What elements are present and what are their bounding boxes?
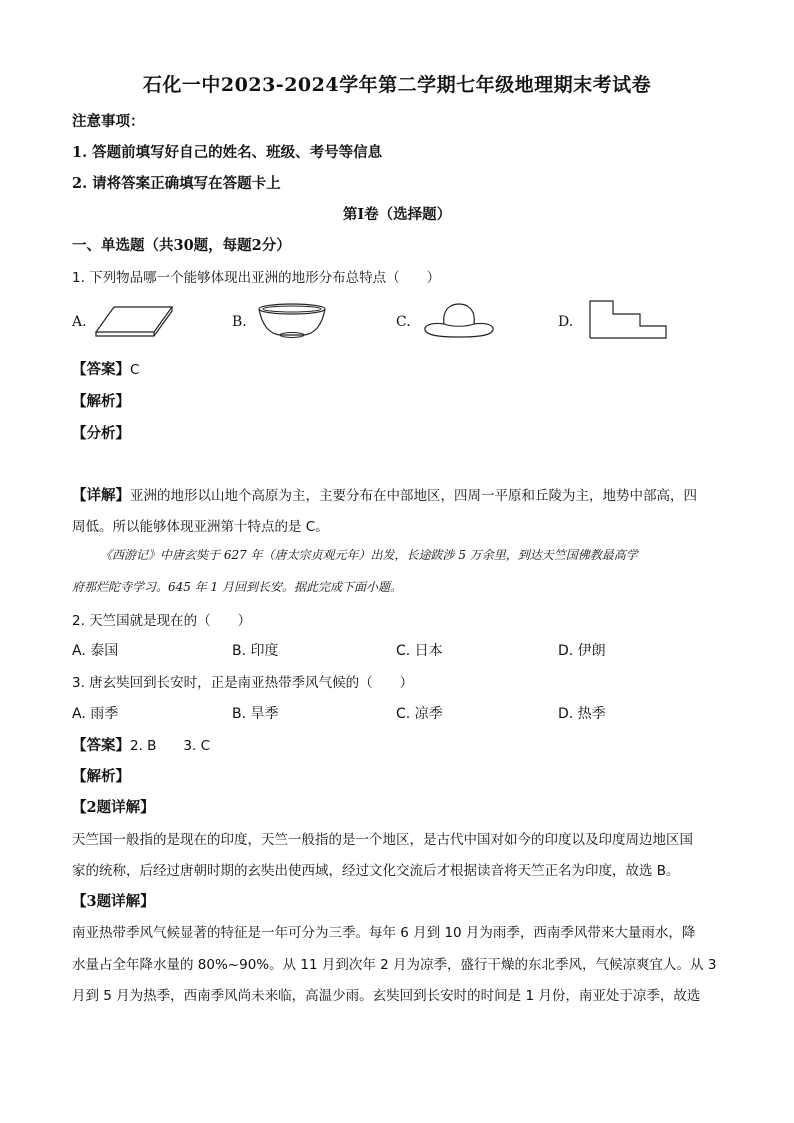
q2-option-b: B. 印度 bbox=[232, 643, 279, 659]
passage-line-1: 《西游记》中唐玄奘于 627 年（唐太宗贞观元年）出发，长途跋涉 5 万余里，到达天竺国佛教最高学 bbox=[100, 548, 638, 562]
q23-analysis-tag: 【解析】 bbox=[72, 768, 130, 785]
answer-value: 2. B 3. C bbox=[130, 738, 211, 754]
part-title: 一、单选题（共30题，每题2分） bbox=[72, 237, 291, 254]
option-b-letter: B. bbox=[232, 314, 247, 330]
q3-detail-line-3: 月到 5 月为热季，西南季风尚未来临，高温少雨。玄奘回到长安时的时间是 1 月份，南亚处于凉季，故选 bbox=[72, 988, 701, 1004]
q2-detail-line-2: 家的统称，后经过唐朝时期的玄奘出使西域，经过文化交流后才根据读音将天竺正名为印度，故选 B。 bbox=[72, 863, 680, 879]
page-title: 石化一中2023-2024学年第二学期七年级地理期末考试卷 bbox=[142, 74, 652, 96]
question-1-stem: 1. 下列物品哪一个能够体现出亚洲的地形分布总特点（ ） bbox=[72, 270, 441, 286]
answer-tag: 【答案】 bbox=[72, 361, 130, 378]
answer-tag: 【答案】 bbox=[72, 737, 130, 754]
answer-value: C bbox=[130, 362, 140, 378]
staircase-icon bbox=[588, 298, 668, 340]
detail-text-1: 亚洲的地形以山地个高原为主，主要分布在中部地区，四周一平原和丘陵为主，地势中部高，四 bbox=[130, 488, 697, 504]
section-title: 第Ⅰ卷（选择题） bbox=[342, 206, 452, 223]
q3-option-d: D. 热季 bbox=[558, 706, 606, 722]
notice-heading: 注意事项： bbox=[72, 113, 145, 130]
q2-detail-line-1: 天竺国一般指的是现在的印度，天竺一般指的是一个地区，是古代中国对如今的印度以及印度周边地区国 bbox=[72, 832, 693, 848]
q3-detail-line-2: 水量占全年降水量的 80%~90%。从 11 月到次年 2 月为凉季，盛行干燥的东北季风，气候凉爽宜人。从 3 bbox=[72, 957, 717, 973]
flat-board-icon bbox=[94, 304, 174, 338]
passage-line-2: 府那烂陀寺学习。645 年 1 月回到长安。据此完成下面小题。 bbox=[72, 580, 402, 594]
q1-detail-line-1 bbox=[72, 484, 697, 505]
q2-option-d: D. 伊朗 bbox=[558, 643, 606, 659]
q3-option-b: B. 旱季 bbox=[232, 706, 279, 722]
q23-answer-line bbox=[72, 734, 210, 755]
q3-detail-tag: 【3题详解】 bbox=[72, 893, 155, 910]
notice-item-1: 1. 答题前填写好自己的姓名、班级、考号等信息 bbox=[72, 144, 383, 161]
q2-detail-tag: 【2题详解】 bbox=[72, 799, 155, 816]
q1-fenxi-tag: 【分析】 bbox=[72, 425, 130, 442]
bowl-icon bbox=[256, 302, 328, 340]
option-d-letter: D. bbox=[558, 314, 574, 330]
hat-icon bbox=[422, 302, 496, 340]
notice-item-2: 2. 请将答案正确填写在答题卡上 bbox=[72, 175, 281, 192]
question-2-stem: 2. 天竺国就是现在的（ ） bbox=[72, 613, 252, 629]
detail-tag: 【详解】 bbox=[72, 487, 130, 504]
option-a-letter: A. bbox=[72, 314, 87, 330]
q1-detail-line-2: 周低。所以能够体现亚洲第十特点的是 C。 bbox=[72, 519, 329, 535]
q3-option-a: A. 雨季 bbox=[72, 706, 119, 722]
q3-option-c: C. 凉季 bbox=[396, 706, 443, 722]
option-c-letter: C. bbox=[396, 314, 411, 330]
q1-answer-line bbox=[72, 358, 139, 379]
q1-analysis-tag: 【解析】 bbox=[72, 393, 130, 410]
q3-detail-line-1: 南亚热带季风气候显著的特征是一年可分为三季。每年 6 月到 10 月为雨季，西南季风带来大量雨水，降 bbox=[72, 925, 696, 941]
question-1-options bbox=[72, 302, 722, 342]
q2-option-a: A. 泰国 bbox=[72, 643, 119, 659]
q2-option-c: C. 日本 bbox=[396, 643, 443, 659]
question-3-stem: 3. 唐玄奘回到长安时，正是南亚热带季风气候的（ ） bbox=[72, 675, 414, 691]
